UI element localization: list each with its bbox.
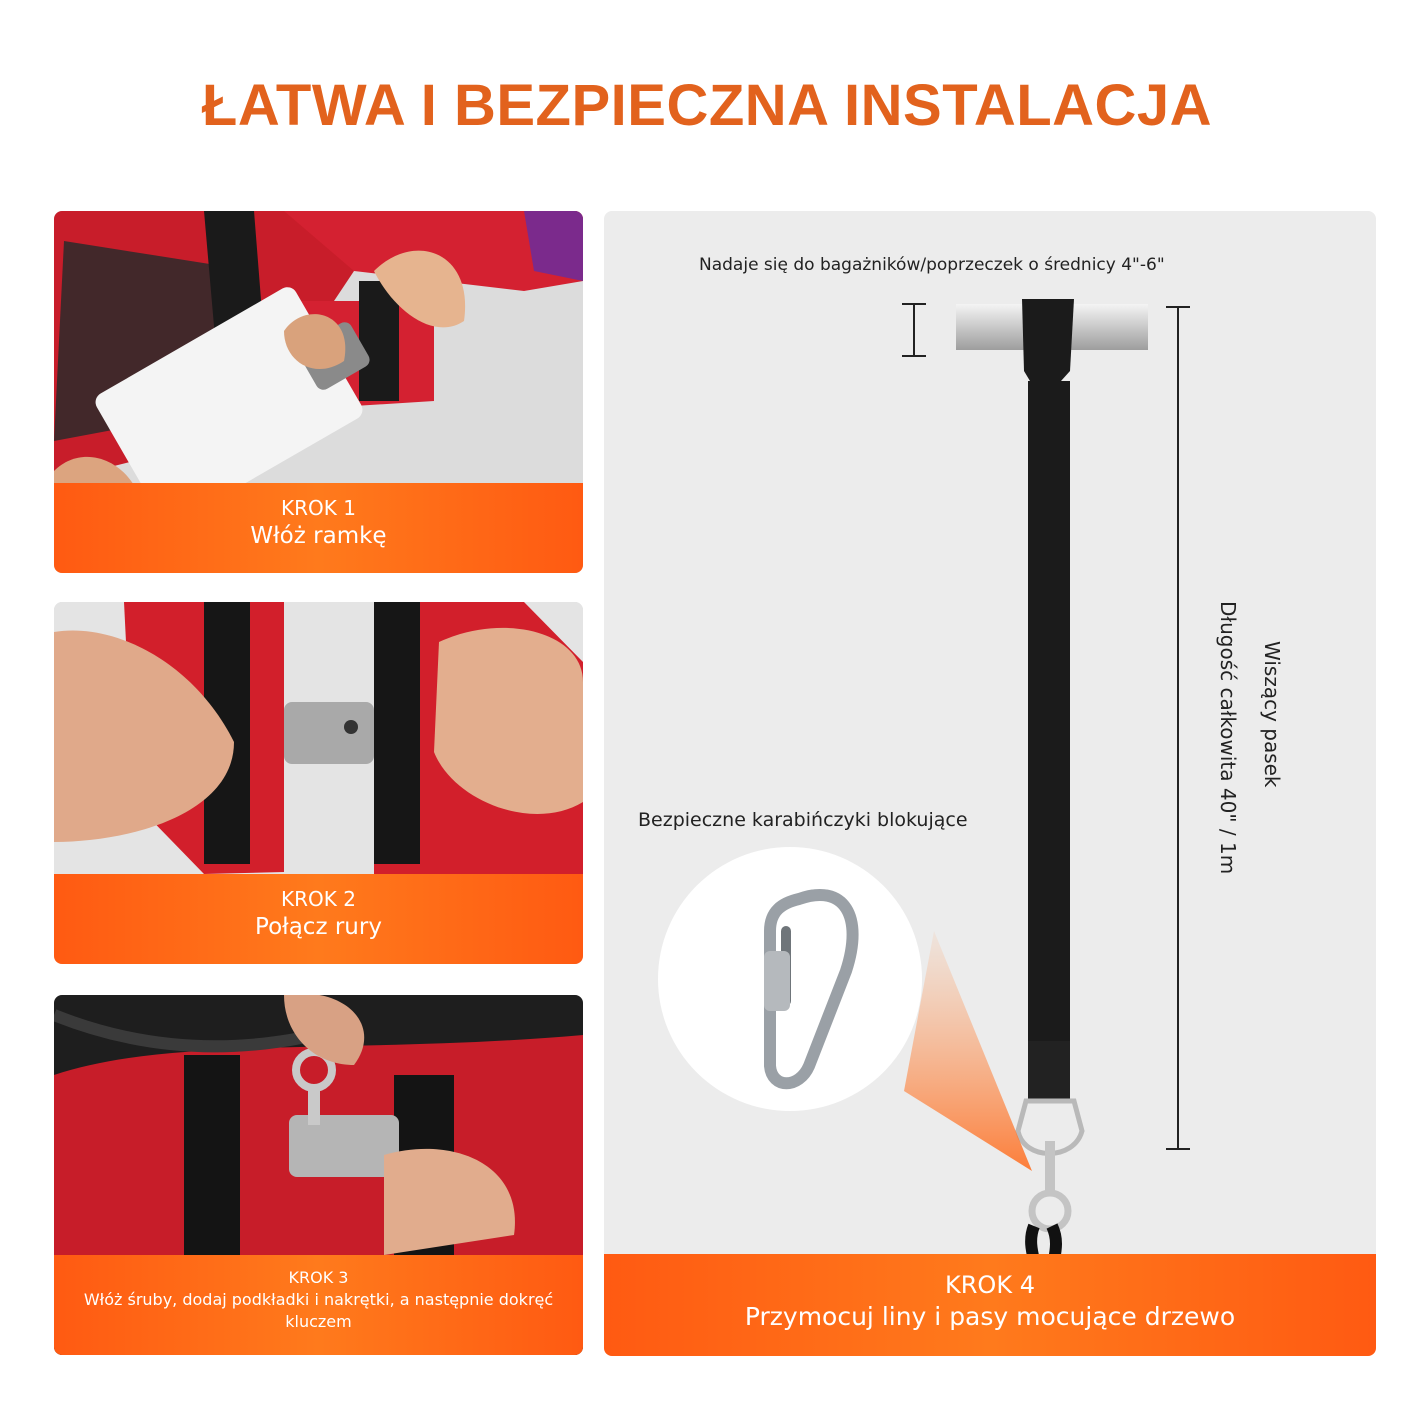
step-1-number: KROK 1 [281,496,356,520]
length-label: Długość całkowita 40" / 1m [1216,601,1240,875]
diameter-marker [902,304,926,356]
step-4-bar [604,1254,1376,1356]
step-2-text: Połącz rury [255,914,382,940]
step-2-number: KROK 2 [281,887,356,911]
step-3-number: KROK 3 [288,1268,349,1287]
step-1-text: Włóż ramkę [250,523,387,549]
hanging-strap [1028,381,1070,1071]
strap-label: Wiszący pasek [1260,641,1284,788]
step-2-bar [54,874,583,964]
carabiner-note: Bezpieczne karabińczyki blokujące [638,809,968,831]
step-4-text: Przymocuj liny i pasy mocujące drzewo [744,1302,1236,1331]
length-dimension [1166,307,1190,1149]
carabiner-lock-sleeve [764,951,790,1011]
step-2-card [54,602,583,964]
step-3-bar [54,1255,583,1355]
zoom-cone [904,931,1032,1171]
page-title: ŁATWA I BEZPIECZNA INSTALACJA [201,73,1213,138]
step-3-card [54,995,583,1355]
step-4-number: KROK 4 [945,1271,1035,1299]
step-3-text: Włóż śruby, dodaj podkładki i nakrętki, a następnie dokręć kluczem [83,1290,554,1331]
step-1-card [54,211,583,573]
step-4-panel [604,211,1376,1356]
branch-diameter-note: Nadaje się do bagażników/poprzeczek o średnicy 4"-6" [699,255,1165,275]
step-1-bar [54,483,583,573]
